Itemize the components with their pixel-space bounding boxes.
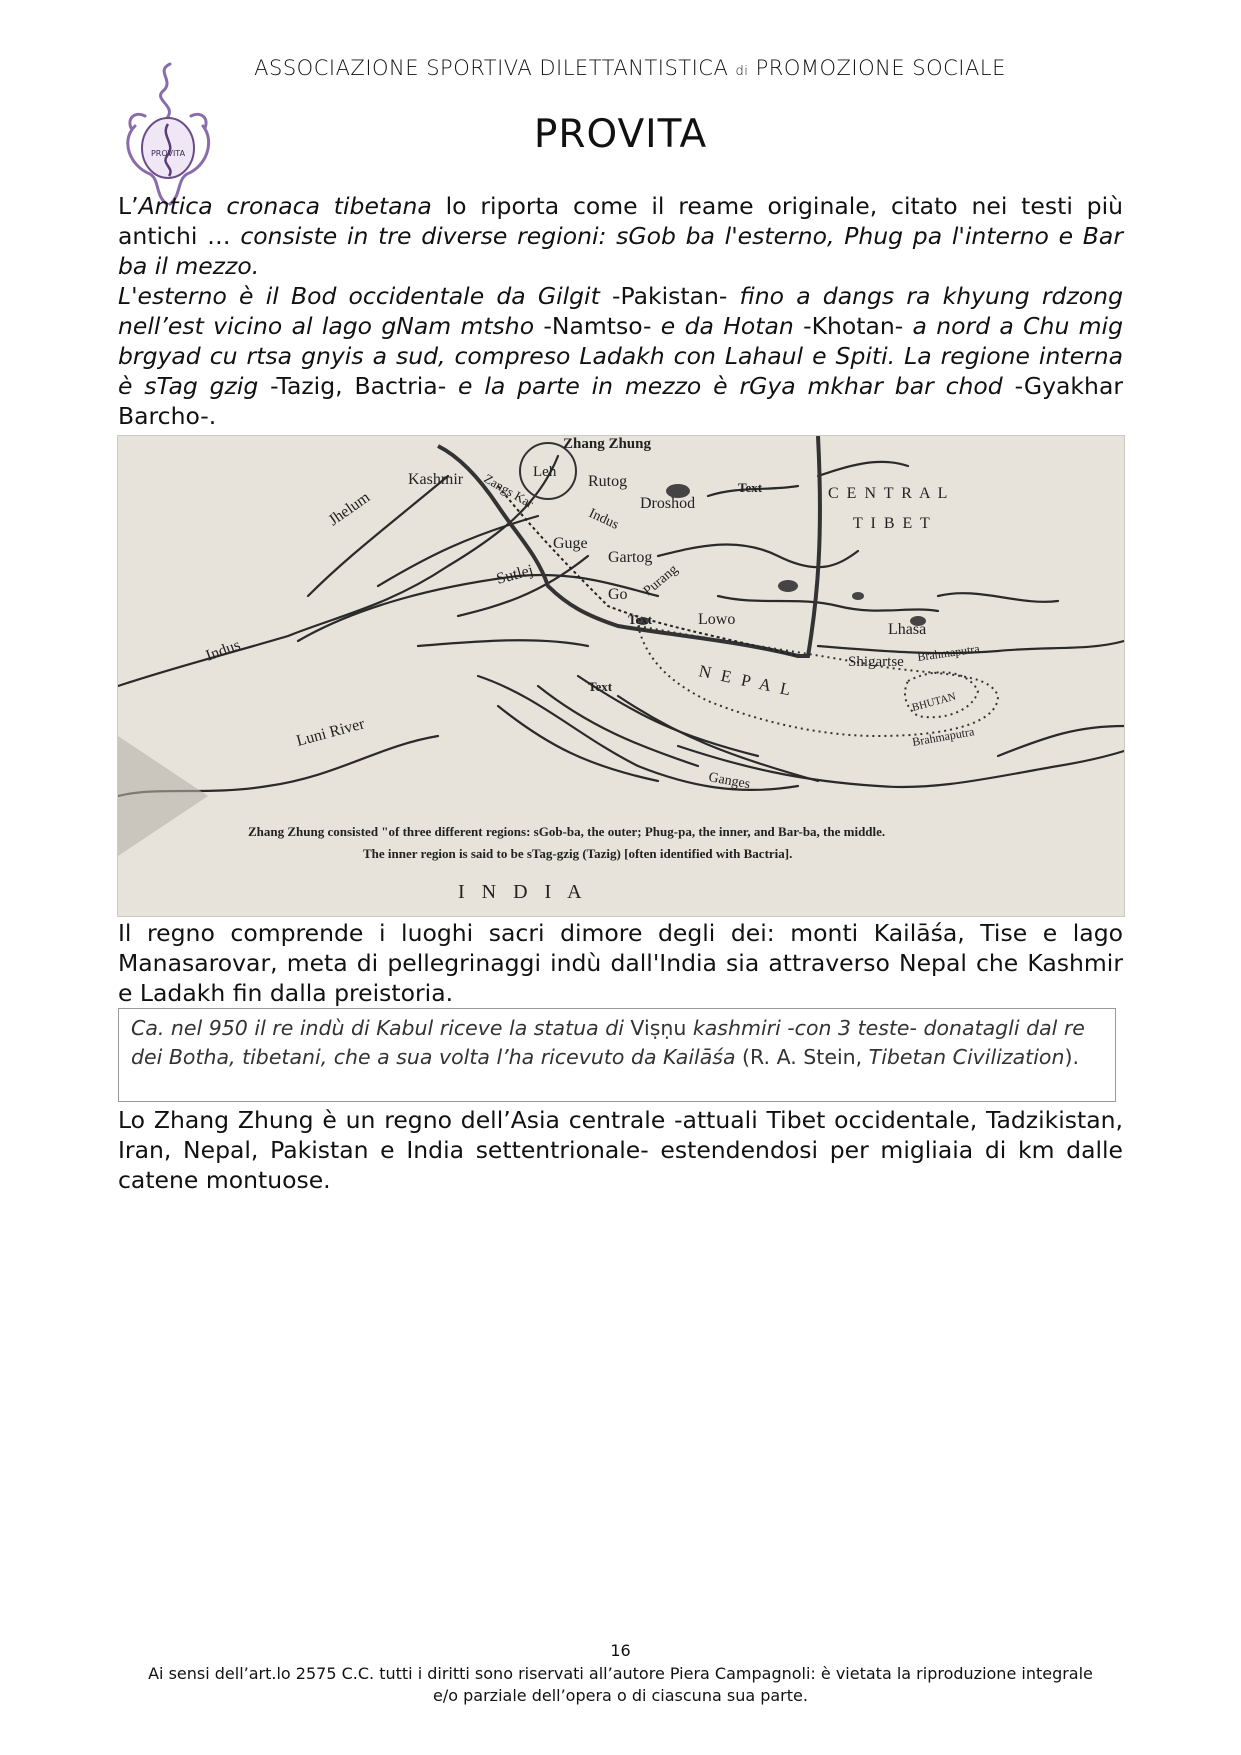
paragraph-chronicle: [118, 191, 1123, 281]
text-run: -Khotan-: [803, 312, 904, 340]
map-label-brahmaputra-1: Brahmaputra: [916, 641, 981, 664]
logo-text: PROVITA: [150, 149, 186, 158]
page-footer: [0, 1640, 1241, 1707]
map-label-gartog: Gartog: [608, 549, 653, 566]
map-label-jhelum: Jhelum: [325, 488, 374, 530]
map-caption-line-2: The inner region is said to be sTag-gzig (Tazig) [often identified with Bactria].: [363, 846, 793, 861]
quote-run-italic: Tibetan Civilization: [868, 1045, 1065, 1069]
quote-box: [118, 1008, 1116, 1102]
text-run: -Gyakhar Barcho-.: [118, 372, 1124, 430]
map-label-indus-lower: Indus: [203, 636, 243, 665]
map-label-lowo: Lowo: [698, 611, 736, 628]
quote-run: Viṣṇu: [630, 1016, 687, 1040]
text-run: L’: [118, 192, 139, 220]
map-label-luni-river: Luni River: [294, 715, 367, 750]
map-label-text-1: Text: [738, 480, 763, 495]
text-run: -Pakistan-: [611, 282, 728, 310]
quote-run-italic: Ca. nel 950 il re indù di Kabul riceve la statua di: [131, 1016, 631, 1040]
text-run: -Tazig, Bactria-: [270, 372, 447, 400]
map-label-shigartse: Shigartse: [848, 654, 904, 670]
map-label-bhutan: BHUTAN: [910, 690, 958, 714]
kingdom-text: [118, 1105, 1123, 1195]
page-number: 16: [610, 1641, 631, 1660]
paragraph-kingdom: Lo Zhang Zhung è un regno dell’Asia centrale -attuali Tibet occidentale, Tadzikistan, Iran, Nepal, Pakistan e India settentrionale- estendendosi per migliaia di km dalle catene montuose.: [118, 1106, 1123, 1194]
map-label-central: C E N T R A L: [828, 485, 950, 502]
sacred-places-text: [118, 918, 1123, 1008]
text-run: lo riporta come il reame originale, citato nei testi più antichi …: [118, 192, 1123, 250]
map-label-nepal: N E P A L: [697, 661, 796, 700]
text-run: -Namtso-: [543, 312, 652, 340]
map-label-leh: Leh: [533, 464, 557, 480]
text-run-italic: L'esterno è il Bod occidentale da Gilgit: [118, 282, 612, 310]
historical-map: [117, 435, 1125, 917]
page-title: PROVITA: [533, 112, 708, 157]
map-label-sutlej: Sutlej: [494, 561, 536, 588]
quote-run-italic: kashmiri -con 3 teste- donatagli dal re dei Botha, tibetani, che a sua volta l’ha ricevuto da Kailāśa: [131, 1016, 1085, 1069]
text-run-italic: e da Hotan: [651, 312, 804, 340]
map-label-purang: Purang: [640, 562, 681, 600]
map-label-text-3: Text: [588, 679, 613, 694]
association-tail: PROMOZIONE SOCIALE: [755, 56, 1006, 80]
map-label-india: I N D I A: [458, 881, 588, 903]
map-label-brahmaputra-2: Brahmaputra: [911, 724, 976, 749]
map-label-rutog: Rutog: [588, 473, 628, 490]
map-label-text-2: Text: [628, 612, 653, 627]
association-main: ASSOCIAZIONE SPORTIVA DILETTANTISTICA: [254, 56, 729, 80]
text-run-italic: consiste in tre diverse regioni: sGob ba l'esterno, Phug pa l'interno e Bar ba il mezzo.: [118, 222, 1123, 280]
copyright-line-1: Ai sensi dell’art.lo 2575 C.C. tutti i diritti sono riservati all’autore Piera Campagnoli: è vietata la riproduzione integrale: [148, 1664, 1093, 1683]
map-label-guge: Guge: [553, 535, 588, 552]
text-run-italic: e la parte in mezzo è rGya mkhar bar chod: [446, 372, 1015, 400]
map-label-zangskar: Zangs Kar: [481, 470, 537, 511]
map-label-kashmir: Kashmir: [408, 471, 464, 488]
paragraph-sacred: Il regno comprende i luoghi sacri dimore degli dei: monti Kailāśa, Tise e lago Manasarovar, meta di pellegrinaggi indù dall'India sia attraverso Nepal che Kashmir e Ladakh fin dalla preistoria.: [118, 919, 1123, 1007]
map-label-droshod: Droshod: [640, 495, 696, 512]
map-label-zhang-zhung: Zhang Zhung: [563, 436, 651, 452]
map-label-indus-upper: Indus: [586, 506, 621, 533]
text-run-italic: a nord a Chu mig brgyad cu rtsa gnyis a sud, compreso Ladakh con Lahaul e Spiti. La regione interna è sTag gzig: [118, 312, 1123, 400]
text-run-italic: fino a dangs ra khyung rdzong nell’est vicino al lago gNam mtsho: [118, 282, 1123, 340]
map-label-tibet: T I B E T: [853, 515, 932, 532]
intro-text: [118, 191, 1123, 431]
map-label-ganges: Ganges: [707, 770, 752, 793]
map-label-go: Go: [608, 586, 628, 603]
map-caption-line-1: Zhang Zhung consisted "of three different regions: sGob-ba, the outer; Phug-pa, the inner, and Bar-ba, the middle.: [248, 824, 886, 839]
copyright-line-2: e/o parziale dell’opera o di ciascuna sua parte.: [433, 1686, 808, 1705]
map-label-lhasa: Lhasa: [888, 621, 927, 638]
quote-run: (R. A. Stein,: [735, 1045, 869, 1069]
association-di: di: [735, 64, 749, 79]
quote-run: ).: [1064, 1045, 1079, 1069]
paragraph-regions: [118, 281, 1123, 431]
association-header: [220, 56, 1040, 80]
text-run-italic: Antica cronaca tibetana: [138, 192, 432, 220]
